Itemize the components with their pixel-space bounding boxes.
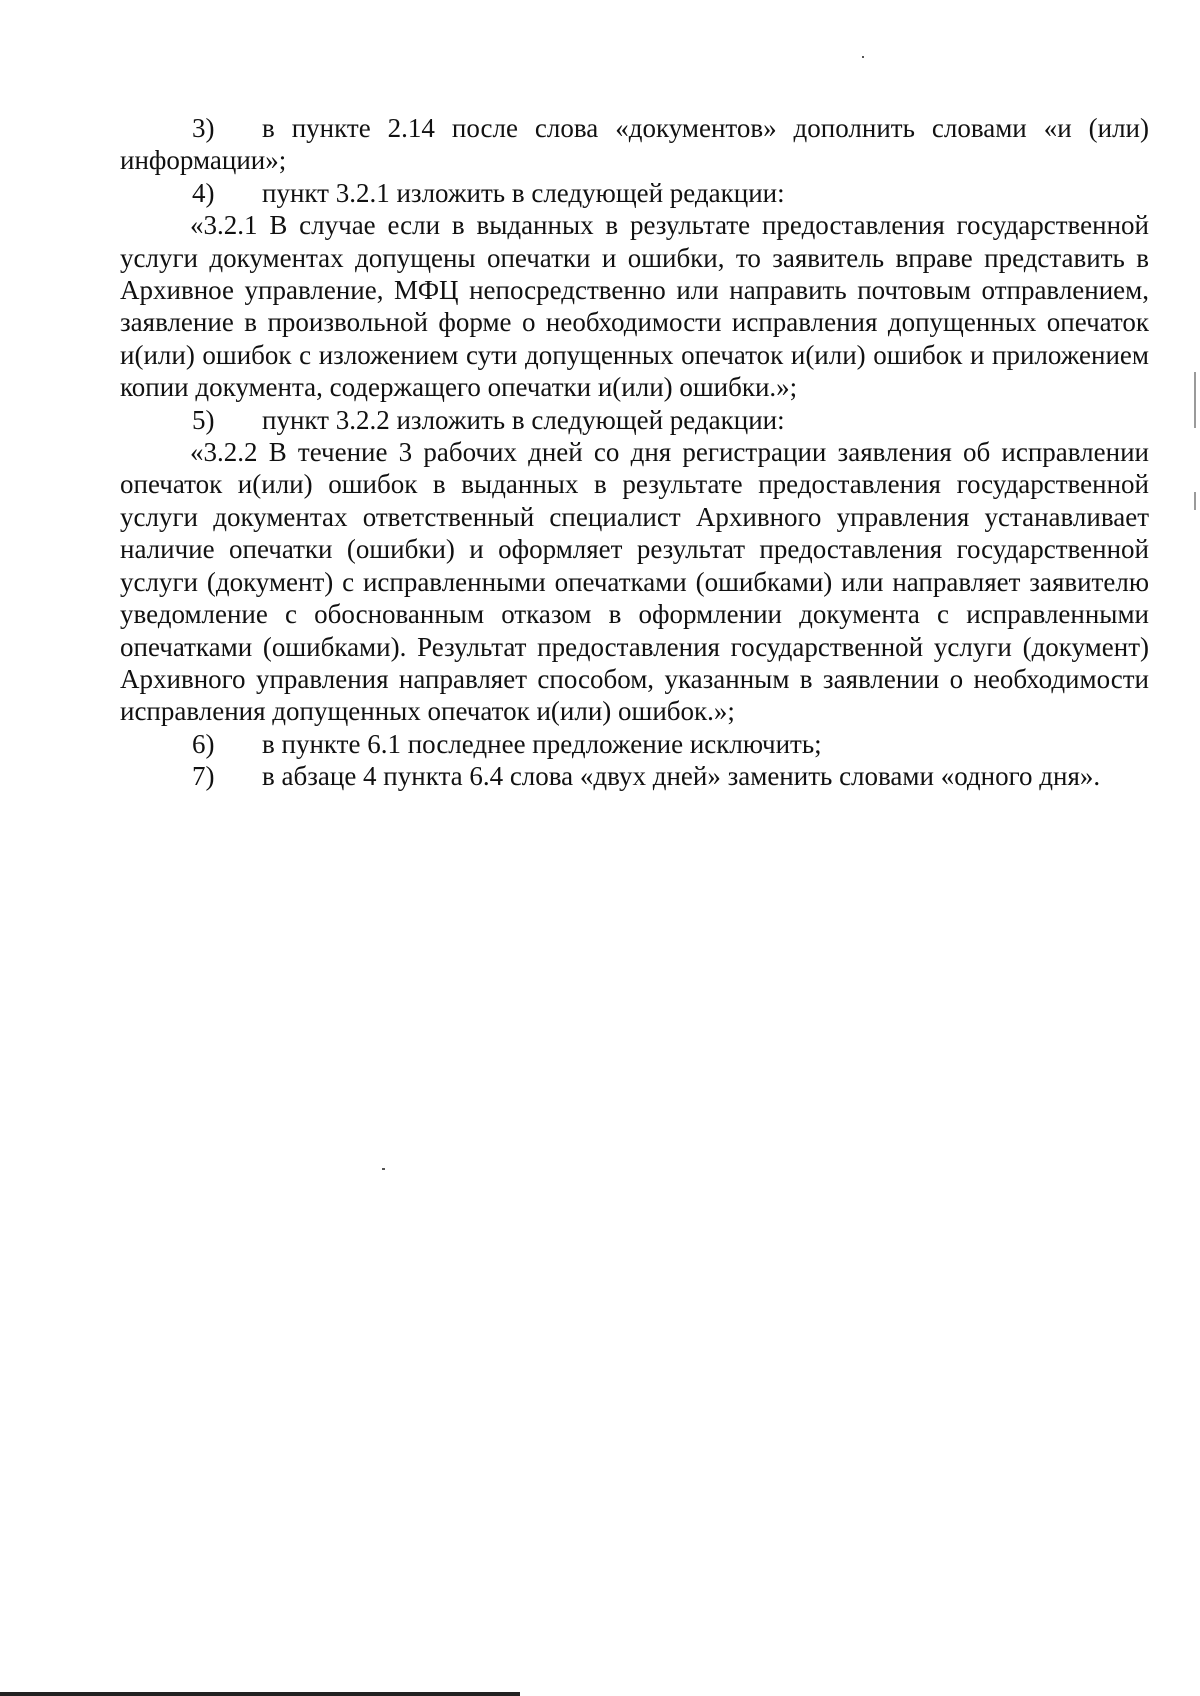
item-text: пункт 3.2.1 изложить в следующей редакции: <box>262 177 785 208</box>
list-item-3 <box>120 112 1149 177</box>
scan-speck <box>382 1168 385 1170</box>
scan-speck <box>862 56 864 58</box>
list-item-4 <box>120 177 1149 209</box>
scan-edge-mark <box>1194 372 1196 428</box>
item-number: 5) <box>192 404 215 435</box>
item-text: в пункте 2.14 после слова «документов» дополнить словами «и (или) информации»; <box>120 113 1149 176</box>
item-text: в пункте 6.1 последнее предложение исключить; <box>262 728 822 759</box>
scan-edge-bottom <box>0 1692 520 1696</box>
list-item-5 <box>120 404 1149 436</box>
quoted-paragraph-3-2-2: «3.2.2 В течение 3 рабочих дней со дня регистрации заявления об исправлении опечаток и(или) ошибок в выданных в результате предоставления государственной услуги документах ответственный специалист Архивного управления устанавливает наличие опечатки (ошибки) и оформляет результат предоставления государственной услуги (документ) с исправленными опечатками (ошибками) или направляет заявителю уведомление с обоснованным отказом в оформлении документа с исправленными опечатками (ошибками). Результат предоставления государственной услуги (документ) Архивного управления направляет способом, указанным в заявлении о необходимости исправления допущенных опечаток и(или) ошибок.»; <box>120 437 1149 727</box>
quoted-paragraph-3-2-1: «3.2.1 В случае если в выданных в результате предоставления государственной услуги документах допущены опечатки и ошибки, то заявитель вправе представить в Архивное управление, МФЦ непосредственно или направить почтовым отправлением, заявление в произвольной форме о необходимости исправления допущенных опечаток и(или) ошибок с изложением сути допущенных опечаток и(или) ошибок и приложением копии документа, содержащего опечатки и(или) ошибки.»; <box>120 210 1149 403</box>
item-number: 4) <box>192 177 215 208</box>
item-number: 3) <box>192 113 215 143</box>
scan-edge-mark <box>1194 492 1196 510</box>
list-item-7 <box>120 760 1149 792</box>
item-text: в абзаце 4 пункта 6.4 слова «двух дней» заменить словами «одного дня». <box>262 761 1101 792</box>
item-number: 6) <box>192 728 215 759</box>
document-body <box>120 112 1149 793</box>
item-number: 7) <box>192 761 215 792</box>
list-item-6 <box>120 728 1149 760</box>
item-text: пункт 3.2.2 изложить в следующей редакции: <box>262 404 785 435</box>
